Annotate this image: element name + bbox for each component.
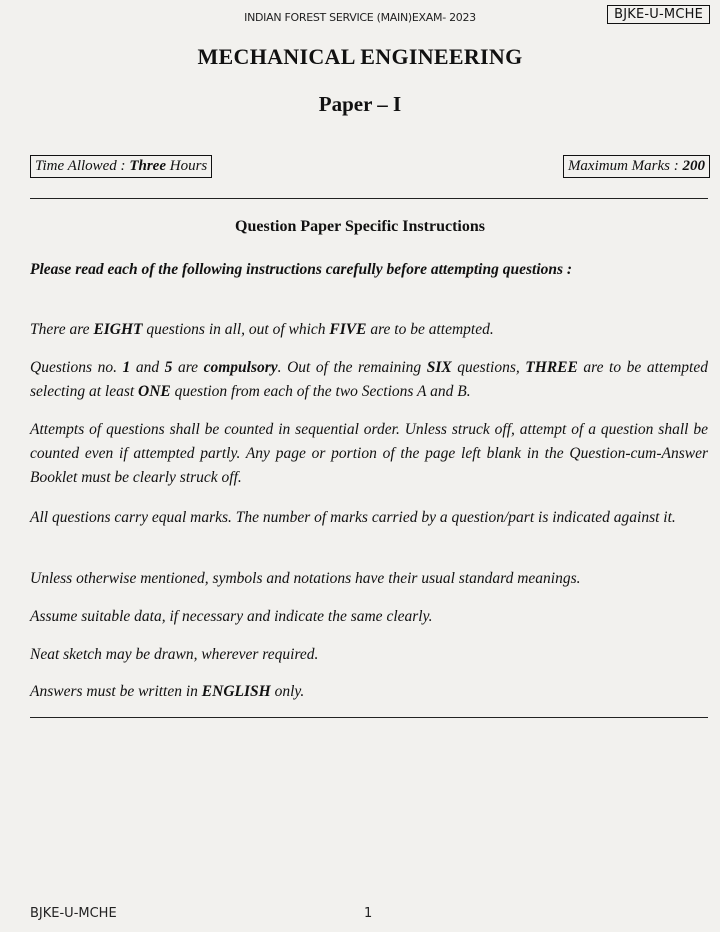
instruction-5: Unless otherwise mentioned, symbols and notations have their usual standard meanings. bbox=[30, 570, 581, 587]
time-label: Time Allowed : bbox=[35, 158, 130, 174]
instruction-1: There are EIGHT questions in all, out of which FIVE are to be attempted. bbox=[30, 321, 494, 338]
instructions-heading: Question Paper Specific Instructions bbox=[235, 218, 485, 235]
instruction-8: Answers must be written in ENGLISH only. bbox=[30, 683, 305, 700]
marks-label: Maximum Marks : bbox=[567, 158, 683, 174]
time-unit: Hours bbox=[165, 158, 208, 174]
time-value: Three bbox=[129, 158, 166, 174]
instructions-lead: Please read each of the following instructions carefully before attempting questions : bbox=[30, 261, 573, 278]
maximum-marks-box bbox=[563, 155, 710, 178]
instruction-6: Assume suitable data, if necessary and indicate the same clearly. bbox=[30, 608, 433, 625]
instruction-7: Neat sketch may be drawn, wherever required. bbox=[30, 646, 319, 663]
marks-value: 200 bbox=[682, 158, 705, 174]
subject-title: MECHANICAL ENGINEERING bbox=[197, 44, 523, 69]
time-allowed-box bbox=[30, 155, 212, 178]
paper-code-box: BJKE-U-MCHE bbox=[607, 5, 710, 24]
instruction-3: Attempts of questions shall be counted in sequential order. Unless struck off, attempt of a question shall be counted even if attempted partly. Any page or portion of the page left blank in the Question-cum-Answer Booklet must be clearly struck off. bbox=[30, 421, 708, 486]
divider-top bbox=[30, 198, 708, 199]
page-number: 1 bbox=[364, 906, 373, 921]
paper-number: Paper – I bbox=[318, 92, 402, 116]
divider-bottom bbox=[30, 717, 708, 718]
instruction-2: Questions no. 1 and 5 are compulsory. Out of the remaining SIX questions, THREE are to be attempted selecting at least ONE question from each of the two Sections A and B. bbox=[30, 359, 708, 400]
footer-paper-code: BJKE-U-MCHE bbox=[30, 906, 117, 921]
instruction-4: All questions carry equal marks. The number of marks carried by a question/part is indicated against it. bbox=[30, 509, 676, 526]
exam-name: INDIAN FOREST SERVICE (MAIN)EXAM- 2023 bbox=[244, 11, 476, 24]
